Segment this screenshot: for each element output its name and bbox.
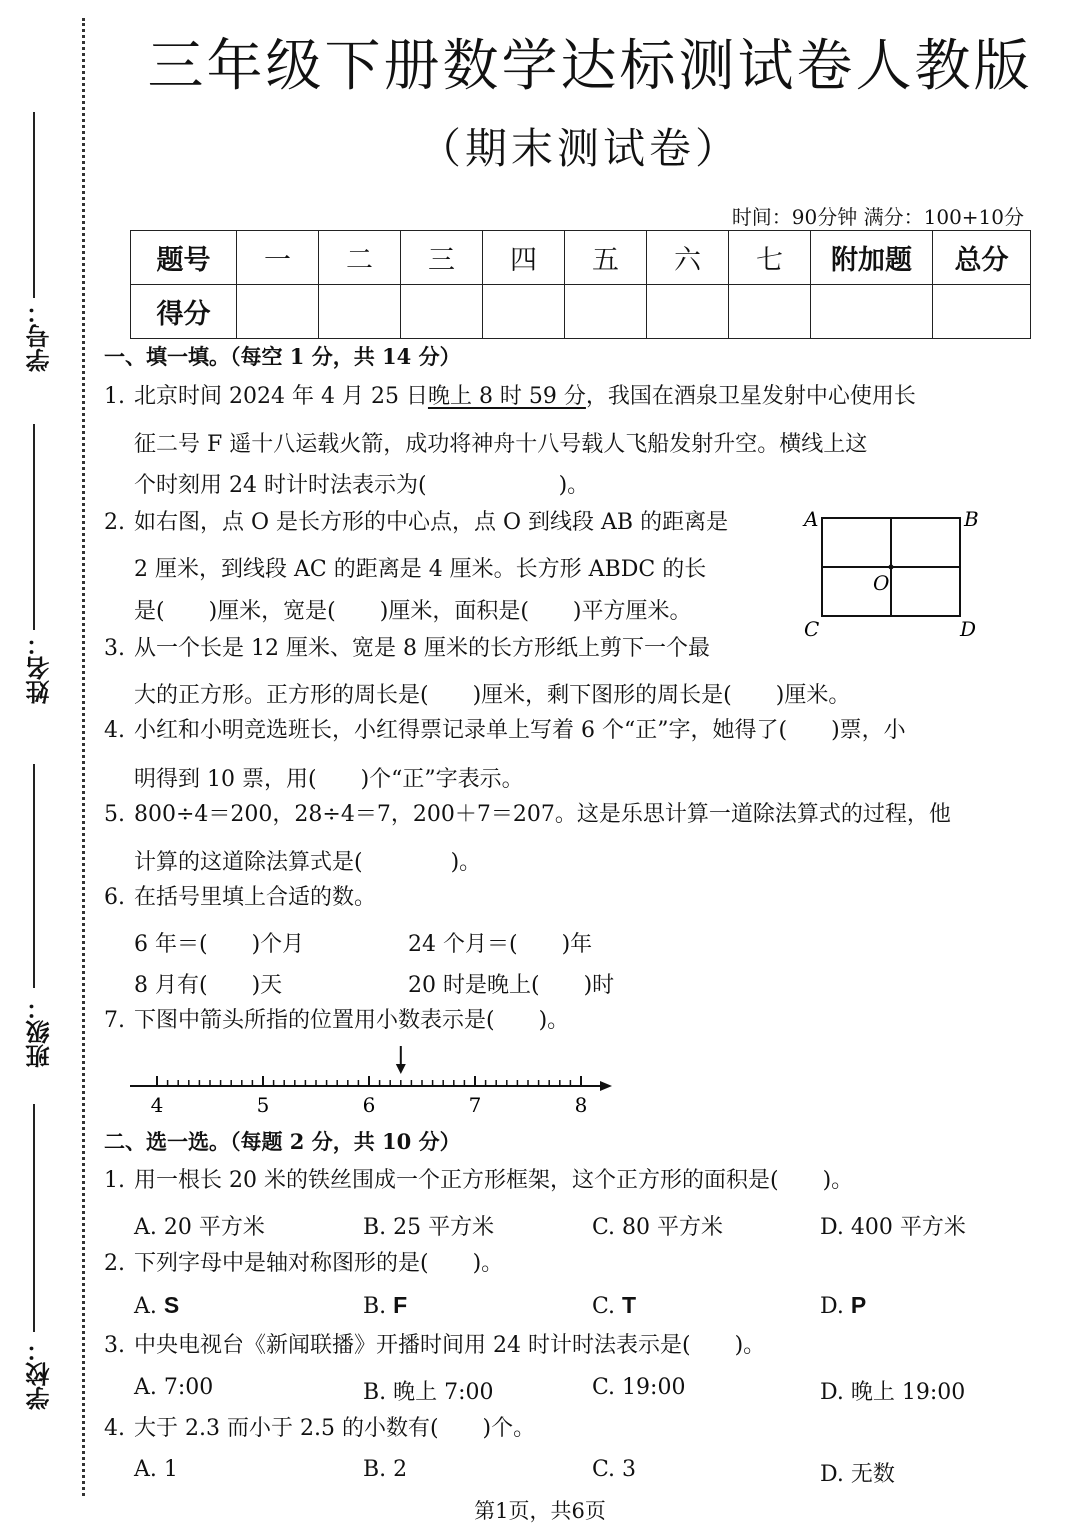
score-header-cell: 一 — [237, 231, 319, 285]
question-1-1 — [104, 376, 916, 418]
score-header-cell: 附加题 — [811, 231, 933, 285]
question-text: 下图中箭头所指的位置用小数表示是( )。 — [134, 1008, 570, 1033]
question-1-7 — [104, 1000, 569, 1042]
student-id-line — [33, 112, 35, 298]
option-letter: T — [622, 1292, 637, 1318]
option-a[interactable]: A. 20 平方米 — [134, 1215, 265, 1240]
time-info: 时间：90分钟 满分：100+10分 — [731, 205, 1024, 229]
question-1-1-line3: 个时刻用 24 时计时法表示为( )。 — [134, 473, 590, 498]
question-1-4 — [104, 710, 906, 752]
exam-title: 三年级下册数学达标测试卷人教版 — [147, 34, 1033, 99]
question-number: 4. — [104, 718, 125, 743]
question-text: 小红和小明竞选班长，小红得票记录单上写着 6 个“正”字，她得了( )票，小 — [134, 718, 906, 743]
student-id-label: 学号： — [25, 300, 54, 372]
question-text: 在括号里填上合适的数。 — [134, 885, 377, 910]
score-cell[interactable] — [811, 285, 933, 339]
question-2-2 — [104, 1243, 503, 1285]
score-header-cell: 六 — [647, 231, 729, 285]
center-point — [889, 565, 894, 570]
option-b[interactable]: B. 2 — [363, 1457, 408, 1482]
score-cell[interactable] — [647, 285, 729, 339]
question-number: 2. — [104, 1251, 125, 1276]
question-text: 下列字母中是轴对称图形的是( )。 — [134, 1251, 504, 1276]
section-1-heading: 一、填一填。（每空 1 分，共 14 分） — [104, 344, 461, 369]
number-line — [120, 1040, 620, 1120]
rectangle-figure — [796, 500, 986, 650]
option-key: D. — [820, 1294, 844, 1319]
question-1-2-line3: 是( )厘米，宽是( )厘米，面积是( )平方厘米。 — [134, 599, 692, 624]
question-1-2 — [104, 502, 728, 544]
option-d[interactable]: D. 400 平方米 — [820, 1215, 966, 1240]
score-header-cell: 三 — [401, 231, 483, 285]
option-key: C. — [592, 1294, 616, 1319]
question-text: 大于 2.3 而小于 2.5 的小数有( )个。 — [134, 1416, 536, 1441]
option-c[interactable] — [592, 1292, 636, 1319]
exam-subtitle: （期末测试卷） — [418, 124, 741, 173]
question-number: 1. — [104, 384, 125, 409]
option-b[interactable] — [363, 1292, 407, 1319]
question-text: 中央电视台《新闻联播》开播时间用 24 时计时法表示是( )。 — [134, 1333, 766, 1358]
score-header-cell: 七 — [729, 231, 811, 285]
option-key: A. — [134, 1294, 157, 1319]
question-number: 3. — [104, 636, 125, 661]
score-cell[interactable] — [319, 285, 401, 339]
question-text: 北京时间 2024 年 4 月 25 日 — [134, 384, 428, 409]
class-label: 班级： — [25, 996, 54, 1068]
option-a[interactable] — [134, 1292, 179, 1319]
option-key: B. — [363, 1294, 387, 1319]
option-b[interactable]: B. 25 平方米 — [363, 1215, 495, 1240]
score-cell[interactable] — [401, 285, 483, 339]
cut-line — [82, 18, 85, 1496]
number-line-arrowhead — [600, 1081, 612, 1091]
tick-label: 6 — [362, 1093, 376, 1117]
question-number: 2. — [104, 510, 125, 535]
label-b: B — [964, 507, 979, 531]
tick-label: 7 — [468, 1093, 482, 1117]
question-1-3 — [104, 628, 710, 670]
option-c[interactable]: C. 19:00 — [592, 1375, 686, 1400]
question-text: 800÷4＝200，28÷4＝7，200＋7＝207。这是乐思计算一道除法算式的过程，他 — [134, 802, 951, 827]
score-cell[interactable] — [729, 285, 811, 339]
option-c[interactable]: C. 80 平方米 — [592, 1215, 724, 1240]
label-o: O — [873, 571, 890, 595]
option-b[interactable]: B. 晚上 7:00 — [363, 1380, 494, 1405]
question-1-6-b: 24 个月＝( )年 — [408, 932, 593, 957]
tick-label: 4 — [150, 1093, 164, 1117]
option-a[interactable]: A. 7:00 — [134, 1375, 214, 1400]
score-header-cell: 二 — [319, 231, 401, 285]
question-1-5-line2: 计算的这道除法算式是( )。 — [134, 850, 482, 875]
score-cell[interactable] — [237, 285, 319, 339]
question-1-6 — [104, 877, 376, 919]
score-header-cell: 题号 — [131, 231, 237, 285]
score-cell[interactable] — [933, 285, 1031, 339]
question-text: 如右图，点 O 是长方形的中心点，点 O 到线段 AB 的距离是 — [134, 510, 729, 535]
question-1-6-a: 6 年＝( )个月 — [134, 932, 305, 957]
score-header-cell: 四 — [483, 231, 565, 285]
label-c: C — [804, 617, 820, 641]
question-number: 5. — [104, 802, 125, 827]
score-table — [130, 230, 1031, 339]
name-label: 姓名： — [25, 632, 54, 704]
question-number: 6. — [104, 885, 125, 910]
question-1-4-line2: 明得到 10 票，用( )个“正”字表示。 — [134, 767, 524, 792]
underlined-time: 晚上 8 时 59 分 — [427, 384, 586, 409]
option-d[interactable]: D. 无数 — [820, 1462, 895, 1487]
question-2-1 — [104, 1160, 853, 1202]
question-number: 4. — [104, 1416, 125, 1441]
option-letter: P — [850, 1292, 867, 1318]
school-label: 学校： — [25, 1338, 54, 1410]
score-table-score-row — [131, 285, 1031, 339]
score-cell[interactable] — [565, 285, 647, 339]
question-1-6-c: 8 月有( )天 — [134, 973, 283, 998]
option-a[interactable]: A. 1 — [134, 1457, 178, 1482]
option-d[interactable]: D. 晚上 19:00 — [820, 1380, 966, 1405]
question-1-3-line2: 大的正方形。正方形的周长是( )厘米，剩下图形的周长是( )厘米。 — [134, 683, 851, 708]
score-row-label: 得分 — [131, 285, 237, 339]
question-1-6-d: 20 时是晚上( )时 — [408, 973, 615, 998]
class-line — [33, 764, 35, 988]
score-header-cell: 五 — [565, 231, 647, 285]
question-2-3 — [104, 1325, 765, 1367]
tick-label: 8 — [574, 1093, 588, 1117]
question-1-1-line2: 征二号 F 遥十八运载火箭，成功将神舟十八号载人飞船发射升空。横线上这 — [134, 432, 868, 457]
score-table-header-row — [131, 231, 1031, 285]
question-1-2-line2: 2 厘米，到线段 AC 的距离是 4 厘米。长方形 ABDC 的长 — [134, 557, 707, 582]
option-c[interactable]: C. 3 — [592, 1457, 637, 1482]
name-line — [33, 424, 35, 630]
question-text: ，我国在酒泉卫星发射中心使用长 — [585, 384, 916, 409]
score-header-cell: 总分 — [933, 231, 1031, 285]
question-text: 用一根长 20 米的铁丝围成一个正方形框架，这个正方形的面积是( )。 — [134, 1168, 854, 1193]
score-cell[interactable] — [483, 285, 565, 339]
option-d[interactable] — [820, 1292, 866, 1319]
binding-margin — [0, 0, 100, 1528]
label-a: A — [804, 507, 819, 531]
section-2-heading: 二、选一选。（每题 2 分，共 10 分） — [104, 1129, 461, 1154]
question-number: 1. — [104, 1168, 125, 1193]
question-number: 3. — [104, 1333, 125, 1358]
school-line — [33, 1104, 35, 1332]
down-arrow-icon — [396, 1046, 406, 1074]
label-d: D — [960, 617, 977, 641]
question-number: 7. — [104, 1008, 125, 1033]
tick-label: 5 — [256, 1093, 270, 1117]
question-text: 从一个长是 12 厘米、宽是 8 厘米的长方形纸上剪下一个最 — [134, 636, 710, 661]
page-number: 第1页，共6页 — [474, 1499, 606, 1523]
question-1-5 — [104, 794, 951, 836]
question-2-4 — [104, 1408, 535, 1450]
option-letter: F — [393, 1292, 408, 1318]
option-letter: S — [163, 1292, 180, 1318]
